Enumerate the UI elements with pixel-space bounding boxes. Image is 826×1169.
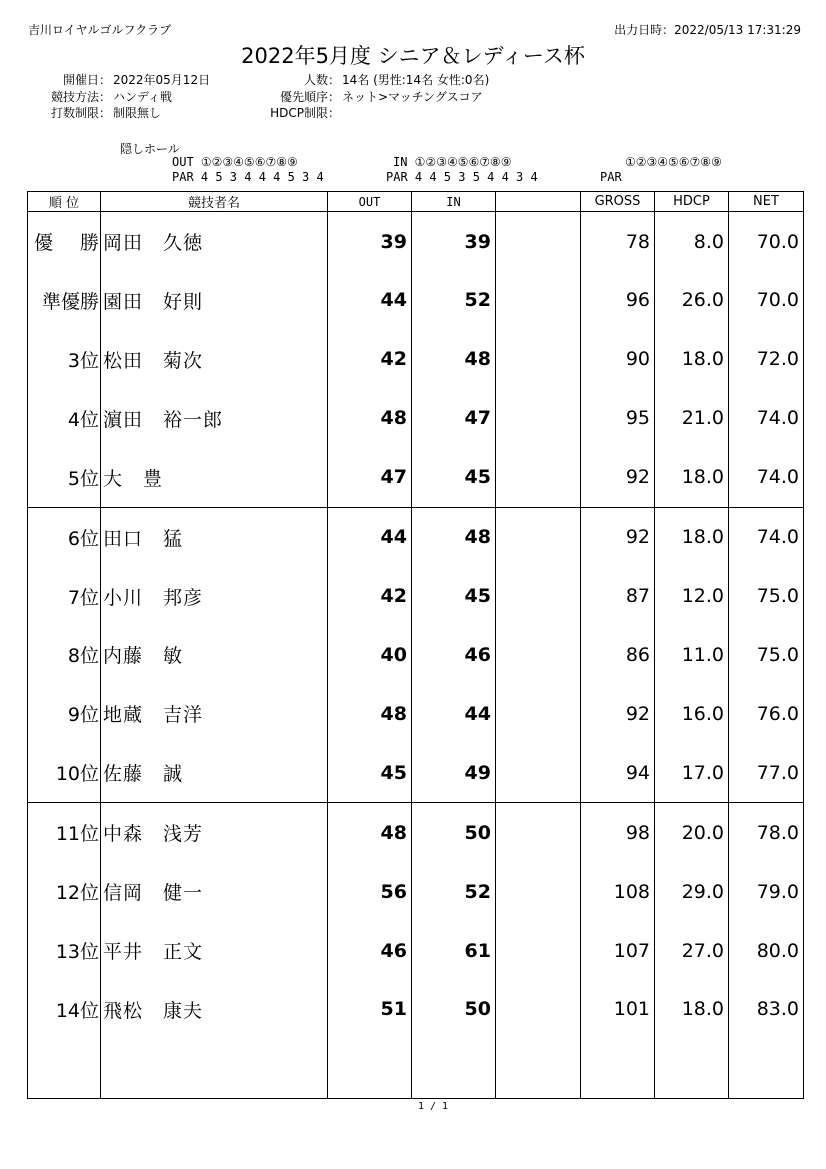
header-blank: [496, 192, 581, 212]
player-name: 地蔵 吉洋: [101, 684, 328, 743]
rank-cell: 3位: [28, 330, 101, 389]
hidden-holes-label: 隠しホール: [120, 142, 180, 156]
player-name: 田口 猛: [101, 507, 328, 567]
in-score: 49: [412, 743, 496, 803]
table-row: [28, 626, 804, 685]
rank-cell: 5位: [28, 448, 101, 508]
in-score: 45: [412, 567, 496, 626]
net-score: 75.0: [729, 626, 804, 685]
hdcp-value: 29.0: [655, 862, 729, 921]
out-score: 56: [328, 862, 412, 921]
header-out: OUT: [328, 192, 412, 212]
table-row: [28, 980, 804, 1039]
hdcp-value: 27.0: [655, 921, 729, 980]
table-row: [28, 507, 804, 567]
table-row: [28, 684, 804, 743]
blank-cell: [496, 507, 581, 567]
in-score: 52: [412, 862, 496, 921]
in-score: 39: [412, 212, 496, 272]
table-row: [28, 271, 804, 330]
table-row: [28, 448, 804, 508]
gross-score: 95: [581, 389, 655, 448]
net-score: 70.0: [729, 271, 804, 330]
limit-label: 打数制限：: [50, 106, 111, 120]
net-score: 80.0: [729, 921, 804, 980]
net-score: 72.0: [729, 330, 804, 389]
gross-score: 94: [581, 743, 655, 803]
rank-cell: 優 勝: [28, 212, 101, 272]
player-name: 濵田 裕一郎: [101, 389, 328, 448]
net-score: 76.0: [729, 684, 804, 743]
player-name: 内藤 敏: [101, 626, 328, 685]
player-name: 中森 浅芳: [101, 803, 328, 863]
output-datetime: 出力日時：2022/05/13 17:31:29: [614, 23, 801, 37]
table-empty-space: [28, 1039, 804, 1099]
date-value: 2022年05月12日: [113, 73, 211, 87]
out-score: 39: [328, 212, 412, 272]
gross-score: 108: [581, 862, 655, 921]
hdcp-value: 21.0: [655, 389, 729, 448]
player-name: 松田 菊次: [101, 330, 328, 389]
gross-score: 78: [581, 212, 655, 272]
out-score: 42: [328, 567, 412, 626]
net-score: 70.0: [729, 212, 804, 272]
gross-score: 107: [581, 921, 655, 980]
rank-cell: 4位: [28, 389, 101, 448]
rank-cell: 13位: [28, 921, 101, 980]
count-value: 14名 (男性:14名 女性:0名): [342, 73, 490, 87]
player-name: 小川 邦彦: [101, 567, 328, 626]
out-score: 44: [328, 271, 412, 330]
date-label: 開催日：: [62, 73, 111, 87]
player-name: 大 豊: [101, 448, 328, 508]
table-row: [28, 567, 804, 626]
out-score: 48: [328, 684, 412, 743]
in-score: 61: [412, 921, 496, 980]
method-label: 競技方法：: [50, 90, 111, 104]
gross-score: 92: [581, 448, 655, 508]
hdcp-value: 12.0: [655, 567, 729, 626]
blank-cell: [496, 330, 581, 389]
rank-cell: 10位: [28, 743, 101, 803]
hdcp-value: 16.0: [655, 684, 729, 743]
blank-cell: [496, 684, 581, 743]
gross-score: 87: [581, 567, 655, 626]
in-score: 48: [412, 507, 496, 567]
header-in: IN: [412, 192, 496, 212]
blank-cell: [496, 803, 581, 863]
out-score: 48: [328, 389, 412, 448]
in-holes: IN ①②③④⑤⑥⑦⑧⑨: [393, 155, 512, 169]
net-score: 83.0: [729, 980, 804, 1039]
club-name: 吉川ロイヤルゴルフクラブ: [28, 23, 172, 37]
extra-holes: ①②③④⑤⑥⑦⑧⑨: [625, 155, 722, 169]
in-score: 50: [412, 980, 496, 1039]
gross-score: 92: [581, 684, 655, 743]
in-score: 48: [412, 330, 496, 389]
rank-cell: 7位: [28, 567, 101, 626]
hdcp-value: 26.0: [655, 271, 729, 330]
page-number: 1 / 1: [417, 1101, 449, 1112]
hdcp-value: 20.0: [655, 803, 729, 863]
out-score: 48: [328, 803, 412, 863]
in-par: PAR 4 4 5 3 5 4 4 3 4: [386, 170, 538, 184]
gross-score: 86: [581, 626, 655, 685]
header-hdcp: HDCP: [655, 192, 729, 212]
table-row: [28, 330, 804, 389]
player-name: 岡田 久徳: [101, 212, 328, 272]
in-score: 45: [412, 448, 496, 508]
gross-score: 96: [581, 271, 655, 330]
player-name: 佐藤 誠: [101, 743, 328, 803]
in-score: 47: [412, 389, 496, 448]
gross-score: 92: [581, 507, 655, 567]
blank-cell: [496, 212, 581, 272]
net-score: 75.0: [729, 567, 804, 626]
hdcp-value: 17.0: [655, 743, 729, 803]
rank-cell: 9位: [28, 684, 101, 743]
priority-label: 優先順序：: [279, 90, 340, 104]
out-score: 46: [328, 921, 412, 980]
in-score: 46: [412, 626, 496, 685]
hdcp-value: 18.0: [655, 448, 729, 508]
net-score: 77.0: [729, 743, 804, 803]
blank-cell: [496, 626, 581, 685]
out-score: 42: [328, 330, 412, 389]
header-net: NET: [729, 192, 804, 212]
limit-value: 制限無し: [113, 106, 162, 120]
table-row: [28, 389, 804, 448]
out-score: 40: [328, 626, 412, 685]
rank-cell: 8位: [28, 626, 101, 685]
net-score: 78.0: [729, 803, 804, 863]
header-name: 競技者名: [101, 192, 328, 212]
page-title: 2022年5月度 シニア＆レディース杯: [241, 44, 585, 68]
hdcp-value: 11.0: [655, 626, 729, 685]
table-row: [28, 921, 804, 980]
blank-cell: [496, 567, 581, 626]
player-name: 飛松 康夫: [101, 980, 328, 1039]
hdcp-value: 18.0: [655, 507, 729, 567]
in-score: 44: [412, 684, 496, 743]
out-score: 51: [328, 980, 412, 1039]
hdcp-value: 8.0: [655, 212, 729, 272]
priority-value: ネット>マッチングスコア: [342, 90, 483, 104]
net-score: 74.0: [729, 507, 804, 567]
blank-cell: [496, 980, 581, 1039]
table-row: [28, 803, 804, 863]
blank-cell: [496, 448, 581, 508]
out-par: PAR 4 5 3 4 4 4 5 3 4: [172, 170, 324, 184]
extra-par: PAR: [600, 170, 622, 184]
blank-cell: [496, 389, 581, 448]
gross-score: 101: [581, 980, 655, 1039]
rank-cell: 12位: [28, 862, 101, 921]
rank-cell: 11位: [28, 803, 101, 863]
header-rank: 順 位: [28, 192, 101, 212]
out-holes: OUT ①②③④⑤⑥⑦⑧⑨: [172, 155, 298, 169]
net-score: 79.0: [729, 862, 804, 921]
header-gross: GROSS: [581, 192, 655, 212]
out-score: 45: [328, 743, 412, 803]
player-name: 平井 正文: [101, 921, 328, 980]
net-score: 74.0: [729, 448, 804, 508]
in-score: 50: [412, 803, 496, 863]
out-score: 47: [328, 448, 412, 508]
player-name: 信岡 健一: [101, 862, 328, 921]
method-value: ハンディ戦: [113, 90, 173, 104]
blank-cell: [496, 862, 581, 921]
hdcp-limit-label: HDCP制限：: [270, 106, 340, 120]
gross-score: 98: [581, 803, 655, 863]
out-score: 44: [328, 507, 412, 567]
count-label: 人数：: [303, 73, 340, 87]
player-name: 園田 好則: [101, 271, 328, 330]
table-row: [28, 862, 804, 921]
in-score: 52: [412, 271, 496, 330]
table-header-row: [28, 192, 804, 212]
results-table: [27, 191, 804, 1099]
rank-cell: 14位: [28, 980, 101, 1039]
rank-cell: 準優勝: [28, 271, 101, 330]
gross-score: 90: [581, 330, 655, 389]
blank-cell: [496, 743, 581, 803]
blank-cell: [496, 271, 581, 330]
table-row: [28, 212, 804, 272]
table-row: [28, 743, 804, 803]
hdcp-value: 18.0: [655, 980, 729, 1039]
hdcp-value: 18.0: [655, 330, 729, 389]
net-score: 74.0: [729, 389, 804, 448]
rank-cell: 6位: [28, 507, 101, 567]
blank-cell: [496, 921, 581, 980]
